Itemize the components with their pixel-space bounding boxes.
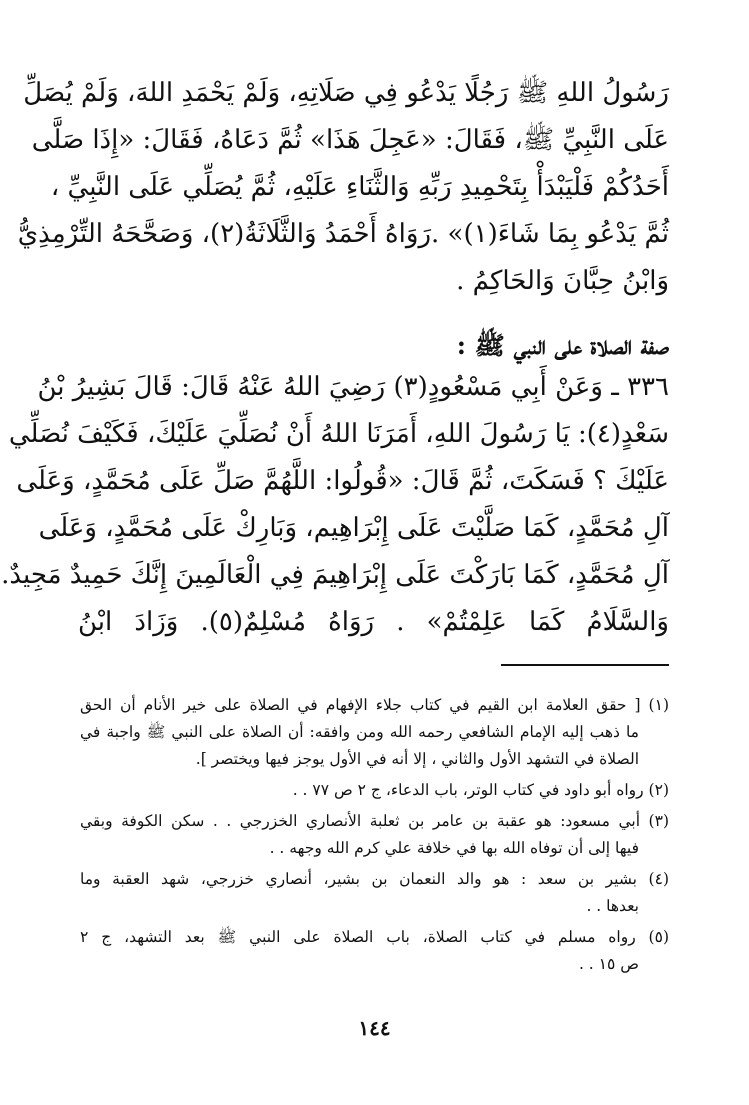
footnote-4 <box>80 866 669 920</box>
section-heading: صفة الصلاة على النبي ﷺ : <box>456 331 669 360</box>
body-line: رَسُولُ اللهِ ﷺ رَجُلًا يَدْعُو فِي صَلَاتِهِ، وَلَمْ يَحْمَدِ اللهَ، وَلَمْ يُصَلِّ <box>23 78 669 108</box>
footnote-line: (٣) أبي مسعود: هو عقبة بن عامر بن ثعلبة الأنصاري الخزرجي . . سكن الكوفة وبقي <box>80 812 669 830</box>
section-line: وَالسَّلَامُ كَمَا عَلِمْتُمْ» . رَوَاهُ مُسْلِمٌ(٥). وَزَادَ ابْنُ <box>78 607 669 637</box>
section-line: سَعْدٍ(٤): يَا رَسُولَ اللهِ، أَمَرَنَا اللهُ أَنْ نُصَلِّيَ عَلَيْكَ، فَكَيْفَ نُصَلِّي <box>8 419 669 449</box>
section-line: عَلَيْكَ ؟ فَسَكَتَ، ثُمَّ قَالَ: «قُولُوا: اللَّهُمَّ صَلِّ عَلَى مُحَمَّدٍ، وَعَلَى <box>16 466 669 496</box>
section-line: ٣٣٦ ـ وَعَنْ أَبِي مَسْعُودٍ(٣) رَضِيَ اللهُ عَنْهُ قَالَ: قَالَ بَشِيرُ بْنُ <box>37 372 669 402</box>
footnote-line: (٢) رواه أبو داود في كتاب الوتر، باب الدعاء، ج ٢ ص ٧٧ . . <box>292 781 669 799</box>
footnote-5 <box>80 924 669 978</box>
footnote-line: (٥) رواه مسلم في كتاب الصلاة، باب الصلاة على النبي ﷺ بعد التشهد، ج ٢ <box>80 928 669 946</box>
hadith-336-text <box>1 364 669 646</box>
footnote-line: (٤) بشير بن سعد : هو والد النعمان بن بشير، أنصاري خزرجي، شهد العقبة وما <box>80 870 669 888</box>
section-line: آلِ مُحَمَّدٍ، كَمَا صَلَّيْتَ عَلَى إِبْرَاهِيم، وَبَارِكْ عَلَى مُحَمَّدٍ، وَعَلَى <box>38 513 669 543</box>
footnotes <box>80 692 669 982</box>
footnote-line: ص ١٥ . . <box>578 955 639 973</box>
footnote-line: ما ذهب إليه الإمام الشافعي رحمه الله ومن وافقه: أن الصلاة على النبي ﷺ واجبة في <box>80 723 639 741</box>
page-number: ١٤٤ <box>358 1016 391 1040</box>
section-line: آلِ مُحَمَّدٍ، كَمَا بَارَكْتَ عَلَى إِبْرَاهِيمَ فِي الْعَالَمِينَ إِنَّكَ حَمِيدٌ مَجِيدٌ. <box>1 560 669 590</box>
hadith-text-continuation <box>17 70 669 305</box>
body-line: وَابْنُ حِبَّانَ وَالحَاكِمُ . <box>456 266 669 296</box>
footnote-2 <box>80 777 669 804</box>
footnote-3 <box>80 808 669 862</box>
footnote-line: فيها إلى أن توفاه الله بها في خلافة علي كرم الله وجهه . . <box>269 839 639 857</box>
body-line: عَلَى النَّبِيِّ ﷺ، فَقَالَ: «عَجِلَ هَذَا» ثُمَّ دَعَاهُ، فَقَالَ: «إِذَا صَلَّى <box>31 125 669 155</box>
footnote-separator <box>501 664 669 666</box>
footnote-line: (١) [ حقق العلامة ابن القيم في كتاب جلاء الإفهام في الصلاة على خير الأنام أن الحق <box>80 696 669 714</box>
footnote-1 <box>80 692 669 773</box>
body-line: ثُمَّ يَدْعُو بِمَا شَاءَ(١)» .رَوَاهُ أَحْمَدُ وَالثَّلَاثَةُ(٢)، وَصَحَّحَهُ التِّرْمِذِيُّ <box>17 219 669 249</box>
body-line: أَحَدُكُمْ فَلْيَبْدَأْ بِتَحْمِيدِ رَبِّهِ وَالثَّنَاءِ عَلَيْهِ، ثُمَّ يُصَلِّي عَلَى النَّبِيِّ ، <box>50 172 669 202</box>
footnote-line: بعدها . . <box>586 897 639 915</box>
footnote-line: الصلاة في التشهد الأول والثاني ، إلا أنه في الأول يوجز فيها ويختصر ]. <box>195 750 639 768</box>
